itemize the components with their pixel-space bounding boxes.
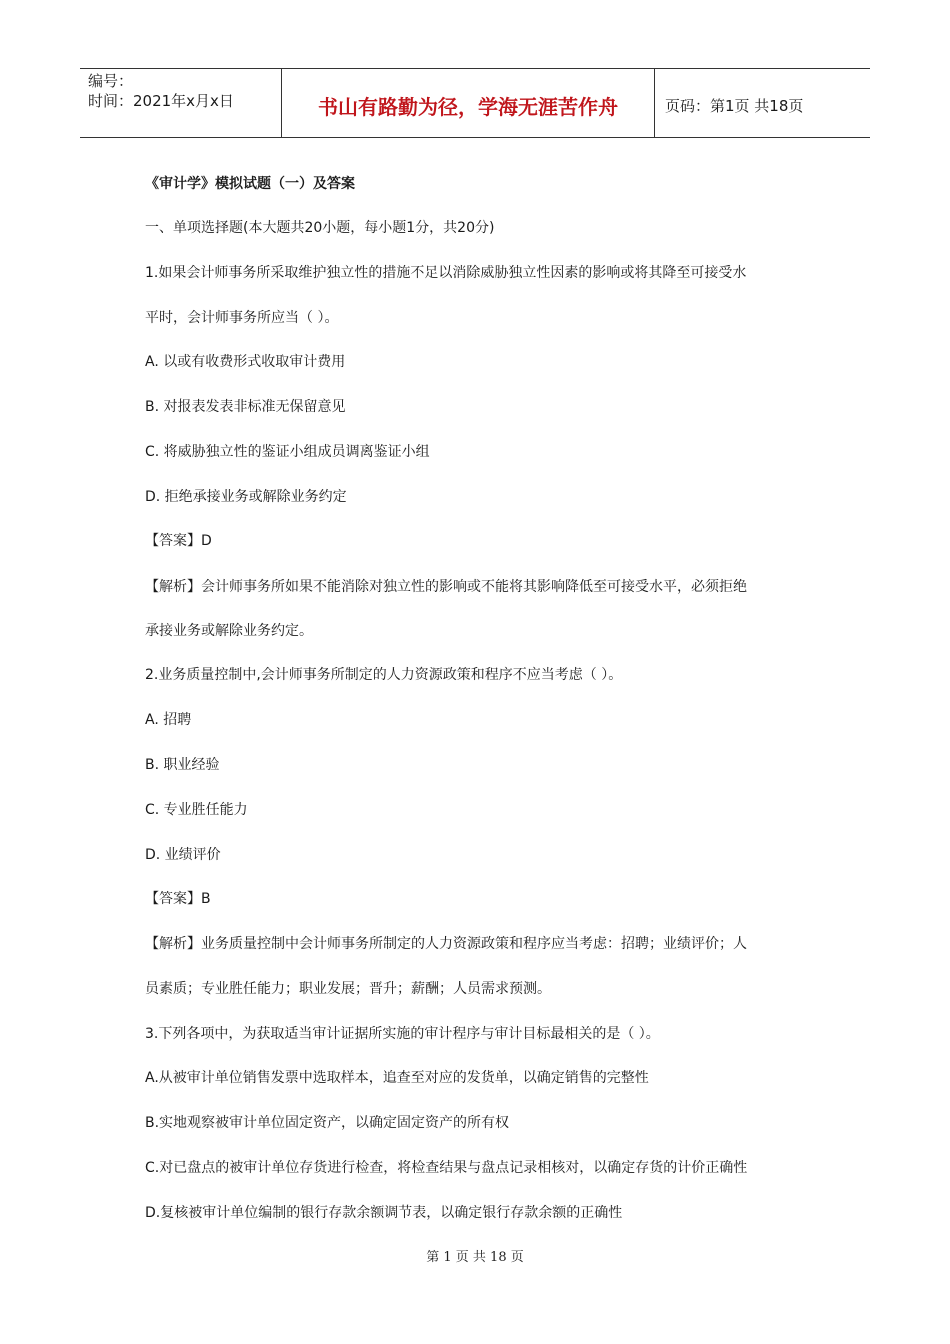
question-2-option-a: A. 招聘	[145, 712, 192, 728]
question-3-option-b: B.实地观察被审计单位固定资产，以确定固定资产的所有权	[145, 1115, 510, 1131]
question-3-option-d: D.复核被审计单位编制的银行存款余额调节表，以确定银行存款余额的正确性	[145, 1205, 623, 1221]
question-2-text: 2.业务质量控制中,会计师事务所制定的人力资源政策和程序不应当考虑（ ）。	[145, 667, 623, 683]
question-1-analysis: 【解析】会计师事务所如果不能消除对独立性的影响或不能将其影响降低至可接受水平，必须拒绝	[145, 579, 747, 595]
question-1-option-a: A. 以或有收费形式收取审计费用	[145, 354, 346, 370]
question-3-option-a: A.从被审计单位销售发票中选取样本，追查至对应的发货单，以确定销售的完整性	[145, 1070, 649, 1086]
section-heading: 一、单项选择题(本大题共20小题，每小题1分，共20分)	[145, 220, 495, 236]
question-3-text: 3.下列各项中，为获取适当审计证据所实施的审计程序与审计目标最相关的是（ ）。	[145, 1026, 660, 1042]
question-1-answer: 【答案】D	[145, 533, 212, 549]
question-1-option-d: D. 拒绝承接业务或解除业务约定	[145, 489, 347, 505]
header-page-info: 页码：第1页 共18页	[665, 96, 804, 115]
page-footer: 第 1 页 共 18 页	[426, 1250, 524, 1265]
question-2-analysis-cont: 员素质；专业胜任能力；职业发展；晋升；薪酬；人员需求预测。	[145, 981, 551, 997]
question-1-option-c: C. 将威胁独立性的鉴证小组成员调离鉴证小组	[145, 444, 430, 460]
document-title: 《审计学》模拟试题（一）及答案	[145, 176, 355, 192]
question-1-analysis-cont: 承接业务或解除业务约定。	[145, 623, 313, 639]
question-2-answer: 【答案】B	[145, 891, 211, 907]
question-2-analysis: 【解析】业务质量控制中会计师事务所制定的人力资源政策和程序应当考虑：招聘；业绩评价；人	[145, 936, 747, 952]
time-label: 时间：2021年x月x日	[88, 92, 234, 110]
question-1-text-cont: 平时，会计师事务所应当（ ）。	[145, 310, 339, 326]
question-1-option-b: B. 对报表发表非标准无保留意见	[145, 399, 346, 415]
header-meta	[80, 69, 282, 137]
header-motto: 书山有路勤为径，学海无涯苦作舟	[282, 69, 655, 137]
question-3-option-c: C.对已盘点的被审计单位存货进行检查，将检查结果与盘点记录相核对，以确定存货的计价正确性	[145, 1160, 748, 1176]
page-header	[80, 68, 870, 138]
number-label: 编号：	[88, 72, 134, 90]
question-2-option-c: C. 专业胜任能力	[145, 802, 248, 818]
question-2-option-b: B. 职业经验	[145, 757, 220, 773]
question-2-option-d: D. 业绩评价	[145, 847, 221, 863]
question-1-text: 1.如果会计师事务所采取维护独立性的措施不足以消除威胁独立性因素的影响或将其降至可接受水	[145, 265, 747, 281]
